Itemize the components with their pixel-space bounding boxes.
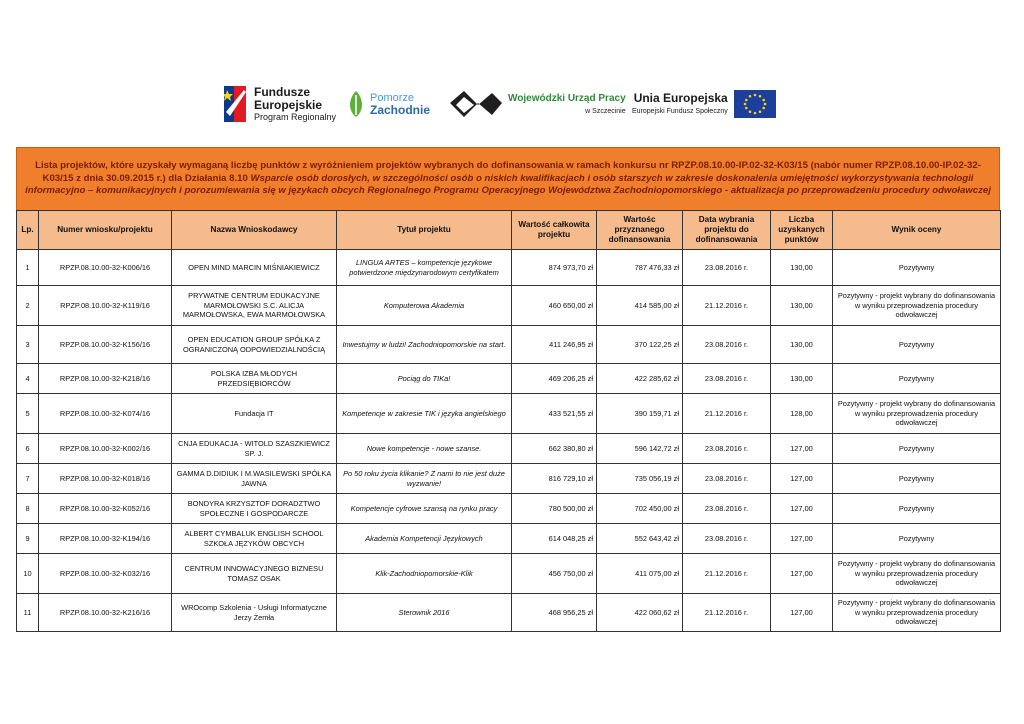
table-body: [17, 250, 1001, 632]
row-granted-funding: 702 450,00 zł: [597, 494, 683, 524]
row-applicant: OPEN EDUCATION GROUP SPÓŁKA Z OGRANICZONĄ ODPOWIEDZIALNOŚCIĄ: [172, 326, 337, 364]
row-total-value: 411 246,95 zł: [512, 326, 597, 364]
row-selection-date: 23.08.2016 r.: [683, 464, 771, 494]
row-total-value: 433 521,55 zł: [512, 394, 597, 434]
row-project-title: Klik-Zachodniopomorskie-Klik: [337, 554, 512, 594]
row-lp: 1: [17, 250, 39, 286]
row-granted-funding: 370 122,25 zł: [597, 326, 683, 364]
row-granted-funding: 596 142,72 zł: [597, 434, 683, 464]
row-result: Pozytywny - projekt wybrany do dofinansowania w wyniku przeprowadzenia procedury odwoławczej: [833, 394, 1001, 434]
column-header: Wartość całkowita projektu: [512, 211, 597, 250]
row-points: 127,00: [771, 494, 833, 524]
ue-line1: Unia Europejska: [633, 90, 728, 105]
row-selection-date: 23.08.2016 r.: [683, 364, 771, 394]
row-selection-date: 21.12.2016 r.: [683, 594, 771, 632]
column-header: Wartośc przyznanego dofinansowania: [597, 211, 683, 250]
table-row: [17, 434, 1001, 464]
row-applicant: GAMMA D.DIDIUK I M.WASILEWSKI SPÓŁKA JAWNA: [172, 464, 337, 494]
table-row: [17, 594, 1001, 632]
row-application-number: RPZP.08.10.00-32-K216/16: [39, 594, 172, 632]
row-lp: 2: [17, 286, 39, 326]
row-points: 127,00: [771, 464, 833, 494]
row-total-value: 816 729,10 zł: [512, 464, 597, 494]
row-result: Pozytywny: [833, 364, 1001, 394]
row-lp: 9: [17, 524, 39, 554]
row-granted-funding: 390 159,71 zł: [597, 394, 683, 434]
row-result: Pozytywny: [833, 494, 1001, 524]
row-lp: 3: [17, 326, 39, 364]
fe-line3: Program Regionalny: [254, 111, 337, 122]
row-applicant: POLSKA IZBA MŁODYCH PRZEDSIĘBIORCÓW: [172, 364, 337, 394]
fe-line2: Europejskie: [254, 97, 323, 112]
row-applicant: CNJA EDUKACJA - WITOLD SZASZKIEWICZ SP. J.: [172, 434, 337, 464]
row-total-value: 469 206,25 zł: [512, 364, 597, 394]
row-lp: 5: [17, 394, 39, 434]
logo-bar: [0, 80, 1024, 130]
row-points: 127,00: [771, 594, 833, 632]
row-total-value: 662 380,80 zł: [512, 434, 597, 464]
row-result: Pozytywny: [833, 326, 1001, 364]
row-selection-date: 21.12.2016 r.: [683, 554, 771, 594]
row-project-title: Inwestujmy w ludzi! Zachodniopomorskie na start.: [337, 326, 512, 364]
table-row: [17, 494, 1001, 524]
row-selection-date: 21.12.2016 r.: [683, 394, 771, 434]
row-points: 127,00: [771, 554, 833, 594]
row-lp: 7: [17, 464, 39, 494]
row-application-number: RPZP.08.10.00-32-K218/16: [39, 364, 172, 394]
table-row: [17, 554, 1001, 594]
row-project-title: Sterownik 2016: [337, 594, 512, 632]
row-lp: 8: [17, 494, 39, 524]
eu-flag-icon: [734, 90, 776, 118]
wup-arrow-icon: [450, 89, 502, 119]
row-granted-funding: 552 643,42 zł: [597, 524, 683, 554]
column-header: Nazwa Wnioskodawcy: [172, 211, 337, 250]
row-applicant: CENTRUM INNOWACYJNEGO BIZNESU TOMASZ OSAK: [172, 554, 337, 594]
table-row: [17, 394, 1001, 434]
column-header: Liczba uzyskanych punktów: [771, 211, 833, 250]
row-applicant: WROcomp Szkolenia - Usługi Informatyczne Jerzy Żemła: [172, 594, 337, 632]
row-project-title: Po 50 roku życia klikanie? Z nami to nie jest duże wyzwanie!: [337, 464, 512, 494]
row-selection-date: 23.08.2016 r.: [683, 250, 771, 286]
pz-line1: Pomorze: [370, 91, 415, 104]
row-total-value: 614 048,25 zł: [512, 524, 597, 554]
row-lp: 4: [17, 364, 39, 394]
row-selection-date: 23.08.2016 r.: [683, 434, 771, 464]
table-row: [17, 250, 1001, 286]
row-points: 127,00: [771, 434, 833, 464]
row-lp: 11: [17, 594, 39, 632]
row-result: Pozytywny: [833, 434, 1001, 464]
row-selection-date: 23.08.2016 r.: [683, 326, 771, 364]
table-row: [17, 524, 1001, 554]
row-points: 130,00: [771, 326, 833, 364]
row-total-value: 460 650,00 zł: [512, 286, 597, 326]
row-granted-funding: 411 075,00 zł: [597, 554, 683, 594]
row-result: Pozytywny: [833, 524, 1001, 554]
row-application-number: RPZP.08.10.00-32-K002/16: [39, 434, 172, 464]
table-row: [17, 464, 1001, 494]
wup-logo: [450, 80, 626, 128]
projects-table: [16, 210, 1001, 632]
wup-line2: w Szczecinie: [585, 107, 626, 115]
row-project-title: Nowe kompetencje - nowe szanse.: [337, 434, 512, 464]
wup-line1: Wojewódzki Urząd Pracy: [508, 92, 626, 104]
row-result: Pozytywny - projekt wybrany do dofinansowania w wyniku przeprowadzenia procedury odwoławczej: [833, 554, 1001, 594]
row-project-title: Kompetencje cyfrowe szansą na rynku pracy: [337, 494, 512, 524]
row-granted-funding: 422 285,62 zł: [597, 364, 683, 394]
ue-line2: Europejski Fundusz Społeczny: [632, 107, 728, 115]
table-row: [17, 326, 1001, 364]
row-granted-funding: 422 060,62 zł: [597, 594, 683, 632]
fundusze-europejskie-emblem-icon: [224, 82, 248, 126]
row-selection-date: 23.08.2016 r.: [683, 524, 771, 554]
row-result: Pozytywny: [833, 250, 1001, 286]
column-header: Data wybrania projektu do dofinansowania: [683, 211, 771, 250]
row-project-title: LINGUA ARTES – kompetencje językowe potwierdzone międzynarodowym certyfikatem: [337, 250, 512, 286]
row-total-value: 874 973,70 zł: [512, 250, 597, 286]
column-header: Numer wniosku/projektu: [39, 211, 172, 250]
title-italic: Wsparcie osób dorosłych, w szczególności osób o niskich kwalifikacjach i osób starszych w zakresie doskonalenia umiejętności wykorzystywania technologii informacyjno – komunikacyjnych i porozumiewania się w językach obcych Regionalnego Programu Operacyjnego Województwa Zachodniopomorskiego - aktualizacja po przeprowadzeniu procedury odwoławczej: [25, 172, 991, 197]
row-granted-funding: 787 476,33 zł: [597, 250, 683, 286]
row-application-number: RPZP.08.10.00-32-K194/16: [39, 524, 172, 554]
row-applicant: OPEN MIND MARCIN MIŚNIAKIEWICZ: [172, 250, 337, 286]
row-application-number: RPZP.08.10.00-32-K119/16: [39, 286, 172, 326]
row-application-number: RPZP.08.10.00-32-K052/16: [39, 494, 172, 524]
row-result: Pozytywny - projekt wybrany do dofinansowania w wyniku przeprowadzenia procedury odwoławczej: [833, 286, 1001, 326]
row-applicant: PRYWATNE CENTRUM EDUKACYJNE MARMOŁOWSKI S.C. ALICJA MARMOŁOWSKA, EWA MARMOŁOWSKA: [172, 286, 337, 326]
row-points: 130,00: [771, 250, 833, 286]
row-result: Pozytywny: [833, 464, 1001, 494]
pomorze-zachodnie-logo: [346, 80, 430, 128]
title-plain: Lista projektów, które uzyskały wymaganą liczbę punktów z wyróżnieniem projektów wybranych do dofinansowania w ramach konkursu nr RPZP.08.10.00-IP.02-32-K03/15 (nabór numer RPZP.08.10.00-IP.02-32-K03/15 z dnia 30.09.2015 r.) dla Działania 8.10: [35, 160, 981, 184]
row-application-number: RPZP.08.10.00-32-K156/16: [39, 326, 172, 364]
row-lp: 6: [17, 434, 39, 464]
table-row: [17, 364, 1001, 394]
row-lp: 10: [17, 554, 39, 594]
row-applicant: BONDYRA KRZYSZTOF DORADZTWO SPOŁECZNE I GOSPODARCZE: [172, 494, 337, 524]
row-project-title: Kompetencje w zakresie TIK i języka angielskiego: [337, 394, 512, 434]
fundusze-europejskie-logo: [224, 80, 336, 128]
fe-line1: Fundusze: [254, 84, 310, 99]
row-applicant: Fundacja IT: [172, 394, 337, 434]
row-total-value: 456 750,00 zł: [512, 554, 597, 594]
column-header: Wynik oceny: [833, 211, 1001, 250]
column-header: Tytuł projektu: [337, 211, 512, 250]
row-application-number: RPZP.08.10.00-32-K032/16: [39, 554, 172, 594]
row-points: 127,00: [771, 524, 833, 554]
row-project-title: Pociąg do TIKa!: [337, 364, 512, 394]
table-header-row: [17, 211, 1001, 250]
row-granted-funding: 414 585,00 zł: [597, 286, 683, 326]
row-application-number: RPZP.08.10.00-32-K006/16: [39, 250, 172, 286]
row-selection-date: 21.12.2016 r.: [683, 286, 771, 326]
unia-europejska-logo: [632, 80, 776, 128]
row-total-value: 468 956,25 zł: [512, 594, 597, 632]
table-row: [17, 286, 1001, 326]
row-project-title: Komputerowa Akademia: [337, 286, 512, 326]
document-title: [16, 147, 1000, 211]
row-application-number: RPZP.08.10.00-32-K074/16: [39, 394, 172, 434]
column-header: Lp.: [17, 211, 39, 250]
row-granted-funding: 735 056,19 zł: [597, 464, 683, 494]
row-points: 128,00: [771, 394, 833, 434]
row-applicant: ALBERT CYMBALUK ENGLISH SCHOOL SZKOŁA JĘZYKÓW OBCYCH: [172, 524, 337, 554]
row-application-number: RPZP.08.10.00-32-K018/16: [39, 464, 172, 494]
row-points: 130,00: [771, 364, 833, 394]
pz-line2: Zachodnie: [370, 102, 431, 117]
row-selection-date: 23.08.2016 r.: [683, 494, 771, 524]
row-total-value: 780 500,00 zł: [512, 494, 597, 524]
row-points: 130,00: [771, 286, 833, 326]
row-project-title: Akademia Kompetencji Językowych: [337, 524, 512, 554]
row-result: Pozytywny - projekt wybrany do dofinansowania w wyniku przeprowadzenia procedury odwoławczej: [833, 594, 1001, 632]
pomorze-leaf-icon: [346, 89, 366, 119]
